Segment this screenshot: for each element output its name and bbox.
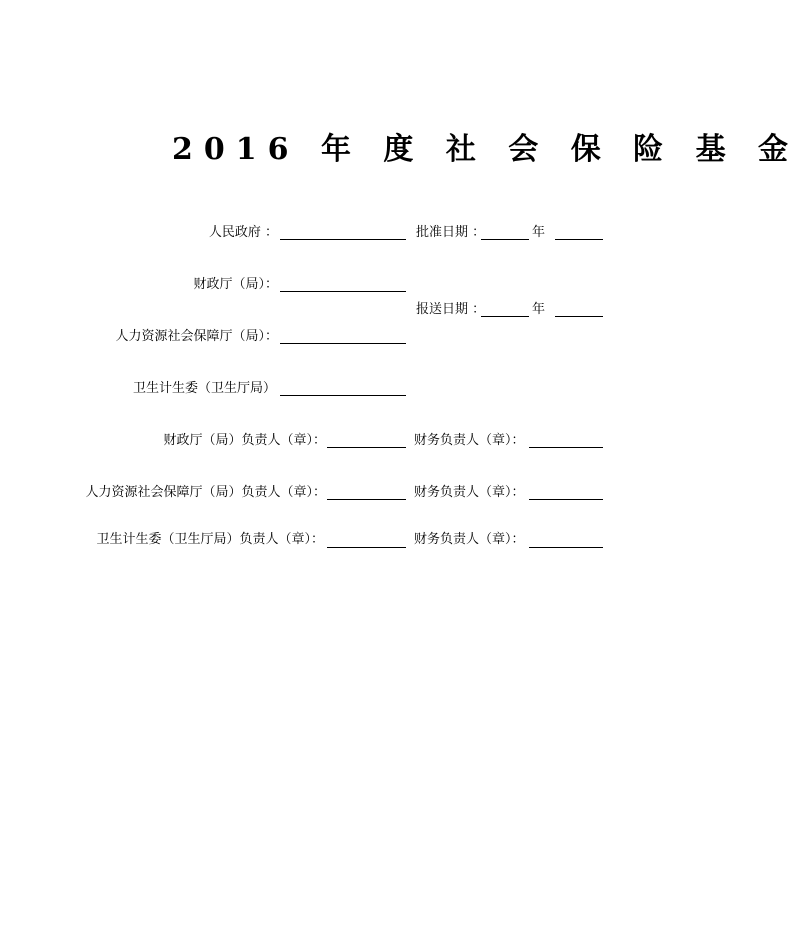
approve-year-char: 年 — [532, 225, 546, 240]
health-head-sign-line — [327, 547, 406, 548]
submit-month-line — [555, 316, 603, 317]
hrss-dept-fill-line — [280, 343, 406, 344]
submit-year-char: 年 — [532, 302, 546, 317]
hrss-dept-label: 人力资源社会保障厅（局）： — [115, 329, 278, 344]
document-title: 2016 年 度 社 会 保 险 基 金 — [172, 132, 799, 167]
approve-date-label: 批准日期 ： — [416, 225, 486, 240]
health-head-label: 卫生计生委（卫生厅局）负责人（章）： — [96, 532, 324, 547]
accounting-head-sign-line-3 — [529, 547, 603, 548]
accounting-head-sign-line-2 — [529, 499, 603, 500]
accounting-head-sign-line-1 — [529, 447, 603, 448]
approve-month-line — [555, 239, 603, 240]
gov-fill-line — [280, 239, 406, 240]
accounting-head-label-2: 财务负责人（章）： — [414, 485, 525, 500]
finance-dept-label: 财政厅（局）： — [193, 277, 278, 292]
finance-head-label: 财政厅（局）负责人（章）： — [163, 433, 326, 448]
accounting-head-label-3: 财务负责人（章）： — [414, 532, 525, 547]
hrss-head-label: 人力资源社会保障厅（局）负责人（章）： — [85, 485, 326, 500]
finance-dept-fill-line — [280, 291, 406, 292]
accounting-head-label-1: 财务负责人（章）： — [414, 433, 525, 448]
approve-year-line — [481, 239, 529, 240]
hrss-head-sign-line — [327, 499, 406, 500]
submit-year-line — [481, 316, 529, 317]
finance-head-sign-line — [327, 447, 406, 448]
health-dept-fill-line — [280, 395, 406, 396]
gov-label: 人民政府 ： — [208, 225, 278, 240]
health-dept-label: 卫生计生委（卫生厅局） — [132, 381, 276, 396]
submit-date-label: 报送日期 ： — [416, 302, 486, 317]
